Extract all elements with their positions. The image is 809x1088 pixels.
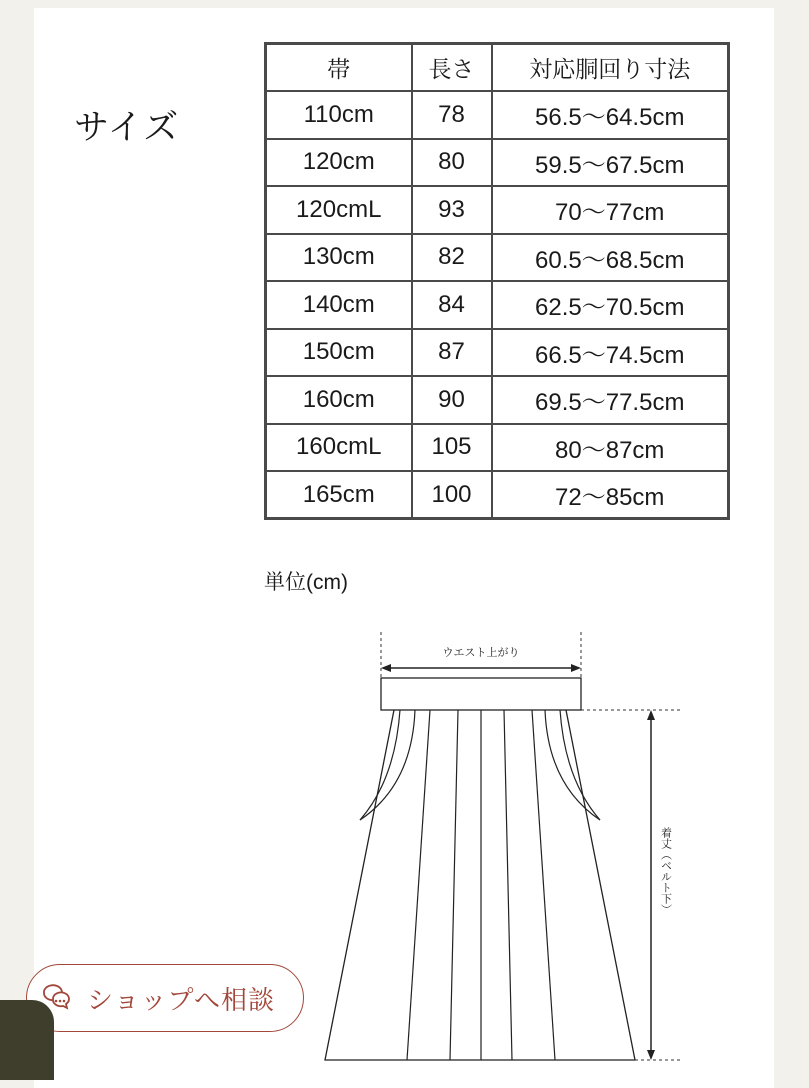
cell-waist: 69.5〜77.5cm <box>492 376 729 424</box>
cell-waist: 66.5〜74.5cm <box>492 329 729 377</box>
cell-length: 78 <box>412 91 492 139</box>
cell-length: 105 <box>412 424 492 472</box>
cell-obi: 150cm <box>266 329 412 377</box>
shop-consult-button[interactable] <box>26 964 304 1032</box>
cell-length: 84 <box>412 281 492 329</box>
cell-waist: 70〜77cm <box>492 186 729 234</box>
cell-waist: 56.5〜64.5cm <box>492 91 729 139</box>
header-length: 長さ <box>412 44 492 92</box>
table-row <box>266 281 729 329</box>
table-row <box>266 424 729 472</box>
cell-length: 90 <box>412 376 492 424</box>
table-row <box>266 471 729 519</box>
cell-waist: 62.5〜70.5cm <box>492 281 729 329</box>
cell-waist: 60.5〜68.5cm <box>492 234 729 282</box>
cell-length: 93 <box>412 186 492 234</box>
table-row <box>266 376 729 424</box>
unit-note: 単位(cm) <box>264 571 348 594</box>
waistband <box>381 678 581 710</box>
cell-length: 80 <box>412 139 492 187</box>
size-table <box>264 42 730 520</box>
skirt-outline <box>325 710 635 1060</box>
cell-length: 87 <box>412 329 492 377</box>
header-waist: 対応胴回り寸法 <box>492 44 729 92</box>
table-row <box>266 234 729 282</box>
size-section-title: サイズ <box>74 108 180 147</box>
table-row <box>266 186 729 234</box>
hakama-measurement-diagram <box>300 620 700 1070</box>
table-row <box>266 139 729 187</box>
table-row <box>266 329 729 377</box>
cell-obi: 140cm <box>266 281 412 329</box>
cell-obi: 165cm <box>266 471 412 519</box>
waist-label: ウエスト上がり <box>442 646 520 659</box>
floating-corner-shape <box>0 1000 54 1080</box>
shop-consult-label: ショップへ相談 <box>87 984 275 1015</box>
table-row <box>266 91 729 139</box>
cell-waist: 59.5〜67.5cm <box>492 139 729 187</box>
length-label: 着丈（ベルト下） <box>659 827 673 915</box>
cell-obi: 160cmL <box>266 424 412 472</box>
cell-obi: 110cm <box>266 91 412 139</box>
cell-length: 100 <box>412 471 492 519</box>
cell-waist: 80〜87cm <box>492 424 729 472</box>
cell-length: 82 <box>412 234 492 282</box>
cell-obi: 120cm <box>266 139 412 187</box>
cell-obi: 130cm <box>266 234 412 282</box>
table-header-row <box>266 44 729 92</box>
cell-obi: 120cmL <box>266 186 412 234</box>
header-obi: 帯 <box>266 44 412 92</box>
cell-waist: 72〜85cm <box>492 471 729 519</box>
cell-obi: 160cm <box>266 376 412 424</box>
